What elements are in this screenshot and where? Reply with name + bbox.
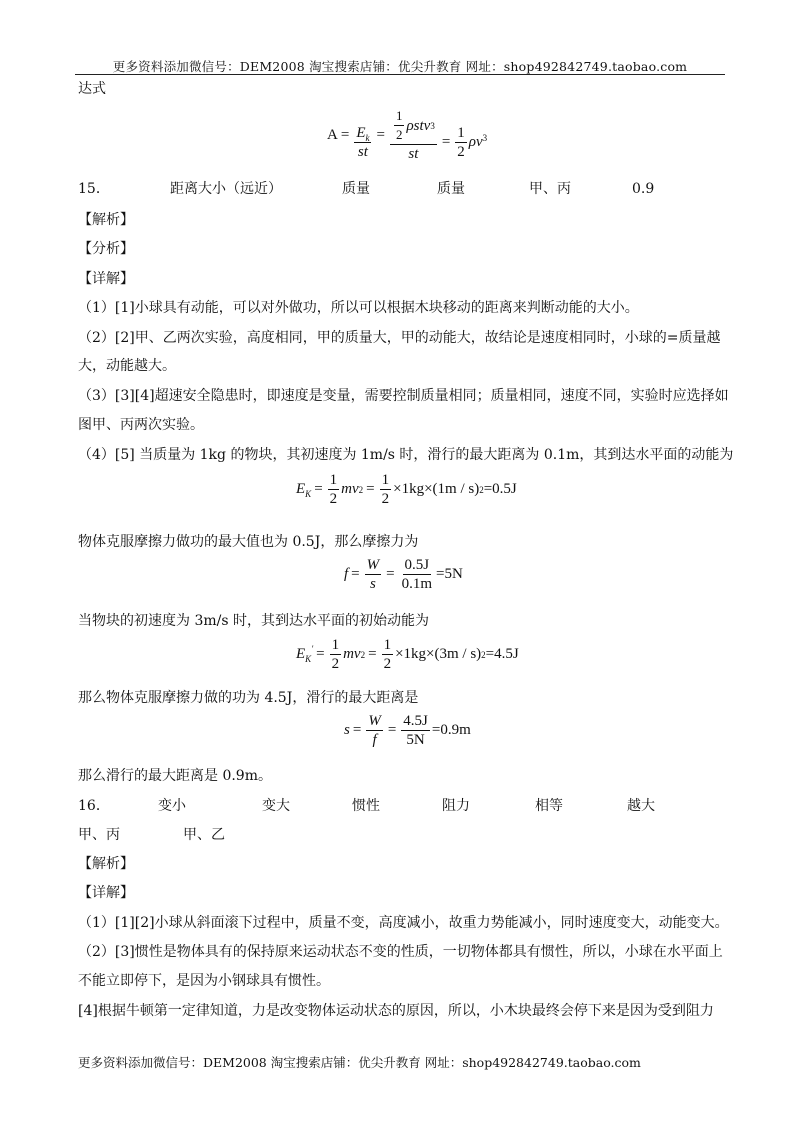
answer-blank: 甲、丙 xyxy=(529,181,571,197)
text-line: [4]根据牛顿第一定律知道，力是改变物体运动状态的原因，所以，小木块最终会停下来是因为受到阻力 xyxy=(78,1003,714,1019)
text-line: 那么滑行的最大距离是 0.9m。 xyxy=(78,768,272,784)
text-line: 达式 xyxy=(78,81,106,97)
answer-blank: 质量 xyxy=(342,181,370,197)
text-line: （4）[5] 当质量为 1kg 的物块，其初速度为 1m/s 时，滑行的最大距离为 0.1m，其到达水平面的动能为 xyxy=(78,447,734,463)
fraction: $\frac{E_k}{st}$ xyxy=(356,124,370,160)
formula-energy-density: A = $\frac{E_k}{st}$ = $\frac{1}{2}$ ρstv 3 st = $\frac{1}{2}$ ρv 3 xyxy=(327,108,488,162)
header-rule xyxy=(75,74,725,75)
answer-blank: 甲、丙 xyxy=(78,827,120,843)
answer-blank: 变大 xyxy=(262,798,290,814)
fraction: $\frac{1}{2}$ xyxy=(329,472,338,507)
section-label: 【解析】 xyxy=(78,856,134,872)
fraction: $\frac{W}{f}$ xyxy=(368,713,381,748)
section-label: 【解析】 xyxy=(78,212,134,228)
formula-kinetic-energy-1: $E_K$ = $\frac{1}{2}$ mv 2 = $\frac{1}{2}$ ×1kg× (1m / s) 2 =0.5J xyxy=(296,472,517,507)
fraction: $\frac{1}{2}$ xyxy=(383,637,392,672)
fraction: $\frac{1}{2}$ xyxy=(381,472,390,507)
fraction: $\frac{1}{2}$ ρstv 3 st xyxy=(390,108,437,162)
text-line: 那么物体克服摩擦力做的功为 4.5J，滑行的最大距离是 xyxy=(78,690,419,706)
answer-blank: 距离大小（远近） xyxy=(170,181,282,197)
text-line: （3）[3][4]超速安全隐患时，即速度是变量，需要控制质量相同；质量相同，速度不同，实验时应选择如 xyxy=(78,388,729,404)
answer-blank: 变小 xyxy=(158,798,186,814)
text-line: 当物块的初速度为 3m/s 时，其到达水平面的初始动能为 xyxy=(78,613,429,629)
answer-blank: 越大 xyxy=(627,798,655,814)
answer-blank: 相等 xyxy=(535,798,563,814)
page-header: 更多资料添加微信号：DEM2008 淘宝搜索店铺：优尖升教育 网址：shop492842749.taobao.com xyxy=(112,59,688,74)
formula-lhs: A xyxy=(327,126,338,143)
question-number: 16． xyxy=(78,798,110,814)
fraction: $\frac{1}{2}$ xyxy=(331,637,340,672)
text-line: 大，动能越大。 xyxy=(78,358,176,374)
answer-blank: 0.9 xyxy=(632,181,655,197)
text-line: 不能立即停下，是因为小钢球具有惯性。 xyxy=(78,973,330,989)
fraction: $\frac{1}{2}$ xyxy=(457,124,465,160)
section-label: 【详解】 xyxy=(78,271,134,287)
answer-blank: 甲、乙 xyxy=(183,827,225,843)
section-label: 【分析】 xyxy=(78,241,134,257)
formula-distance: s = $\frac{W}{f}$ = $\frac{4.5J}{5N}$ =0.9m xyxy=(344,713,471,748)
formula-kinetic-energy-2: $E_K'$ = $\frac{1}{2}$ mv 2 = $\frac{1}{2}$ ×1kg× (3m / s) 2 =4.5J xyxy=(296,637,519,672)
text-line: （2）[3]惯性是物体具有的保持原来运动状态不变的性质，一切物体都具有惯性，所以，小球在水平面上 xyxy=(78,944,723,960)
answer-blank: 惯性 xyxy=(352,798,380,814)
text-line: （2）[2]甲、乙两次实验，高度相同，甲的质量大，甲的动能大，故结论是速度相同时，小球的=质量越 xyxy=(78,330,721,346)
section-label: 【详解】 xyxy=(78,885,134,901)
text-line: （1）[1]小球具有动能，可以对外做功，所以可以根据木块移动的距离来判断动能的大小。 xyxy=(78,300,639,316)
answer-blank: 阻力 xyxy=(442,798,470,814)
page-footer: 更多资料添加微信号：DEM2008 淘宝搜索店铺：优尖升教育 网址：shop492842749.taobao.com xyxy=(78,1055,641,1070)
fraction: $\frac{0.5J}{0.1m}$ xyxy=(401,557,433,592)
question-number: 15． xyxy=(78,181,110,197)
answer-blank: 质量 xyxy=(437,181,465,197)
formula-friction: f = $\frac{W}{s}$ = $\frac{0.5J}{0.1m}$ =5N xyxy=(344,557,463,592)
fraction: $\frac{W}{s}$ xyxy=(366,557,380,592)
text-line: 物体克服摩擦力做功的最大值也为 0.5J，那么摩擦力为 xyxy=(78,534,419,550)
text-line: 图甲、丙两次实验。 xyxy=(78,417,204,433)
text-line: （1）[1][2]小球从斜面滚下过程中，质量不变，高度减小，故重力势能减小，同时速度变大，动能变大。 xyxy=(78,915,729,931)
fraction: $\frac{4.5J}{5N}$ xyxy=(403,713,428,748)
